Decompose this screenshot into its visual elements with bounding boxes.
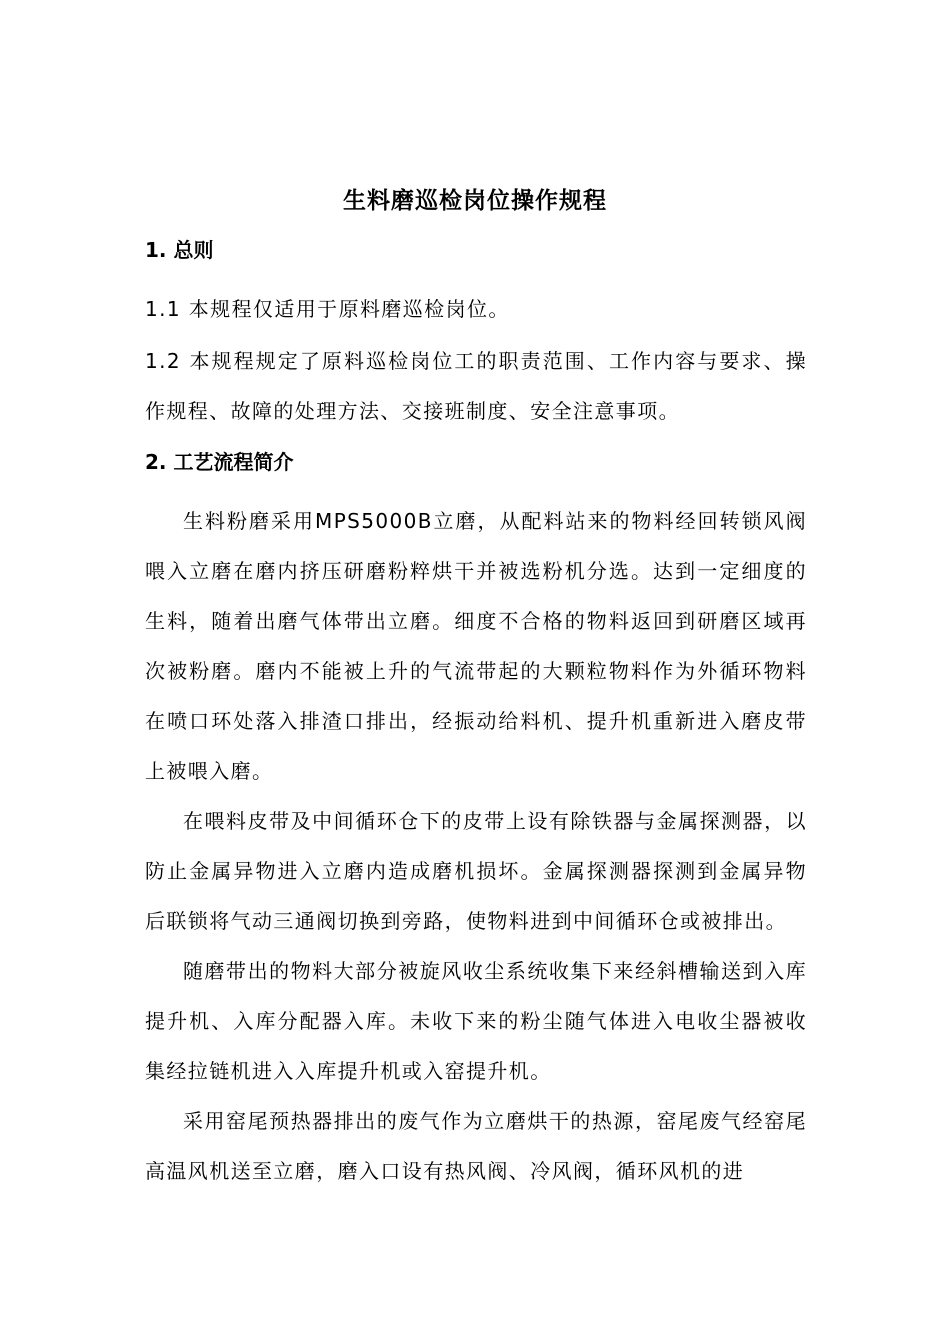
document-title: 生料磨巡检岗位操作规程 (343, 188, 607, 214)
section-general (145, 234, 807, 436)
paragraph: 在喂料皮带及中间循环仓下的皮带上设有除铁器与金属探测器，以防止金属异物进入立磨内造成磨机损坏。金属探测器探测到金属异物后联锁将气动三通阀切换到旁路，使物料进到中间循环仓或被排出。 (145, 809, 807, 933)
section-process-overview (145, 446, 807, 1196)
paragraph: 1.2 本规程规定了原料巡检岗位工的职责范围、工作内容与要求、操作规程、故障的处理方法、交接班制度、安全注意事项。 (145, 349, 807, 423)
section-heading: 2. 工艺流程简介 (145, 450, 294, 474)
section-heading: 1. 总则 (145, 238, 214, 262)
paragraph: 生料粉磨采用MPS5000B立磨，从配料站来的物料经回转锁风阀喂入立磨在磨内挤压研磨粉粹烘干并被选粉机分选。达到一定细度的生料，随着出磨气体带出立磨。细度不合格的物料返回到研磨区域再次被粉磨。磨内不能被上升的气流带起的大颗粒物料作为外循环物料在喷口环处落入排渣口排出，经振动给料机、提升机重新进入磨皮带上被喂入磨。 (145, 509, 807, 783)
paragraph: 采用窑尾预热器排出的废气作为立磨烘干的热源，窑尾废气经窑尾高温风机送至立磨，磨入口设有热风阀、冷风阀，循环风机的进 (145, 1109, 807, 1183)
document-body (145, 234, 807, 1196)
paragraph: 1.1 本规程仅适用于原料磨巡检岗位。 (145, 297, 510, 321)
paragraph: 随磨带出的物料大部分被旋风收尘系统收集下来经斜槽输送到入库提升机、入库分配器入库。未收下来的粉尘随气体进入电收尘器被收集经拉链机进入入库提升机或入窑提升机。 (145, 959, 807, 1083)
